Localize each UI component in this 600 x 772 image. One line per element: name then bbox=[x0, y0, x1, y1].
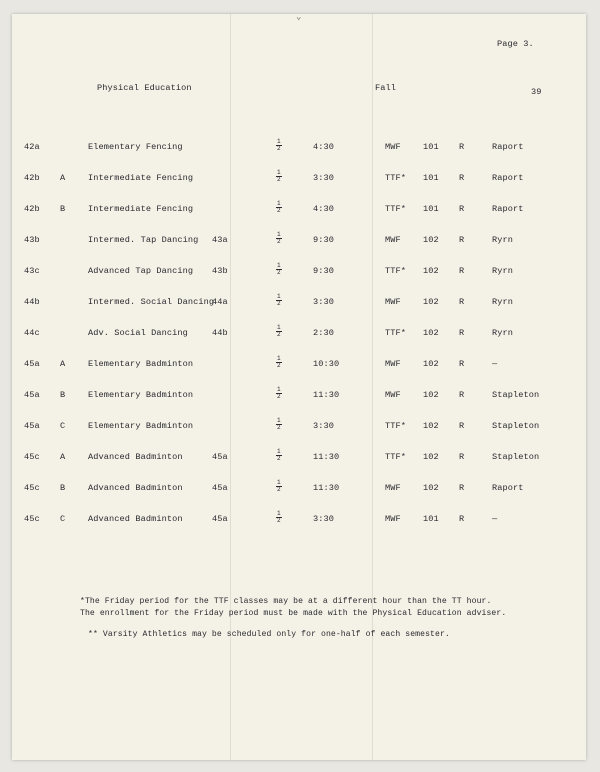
course-instructor: Ryrn bbox=[492, 297, 514, 307]
course-code: 42a bbox=[24, 142, 40, 152]
course-building: R bbox=[459, 204, 465, 214]
credit-numerator: 1 bbox=[277, 417, 281, 424]
course-building: R bbox=[459, 514, 465, 524]
course-days: MWF bbox=[385, 390, 401, 400]
course-title: Elementary Fencing bbox=[88, 142, 183, 152]
course-code: 42b bbox=[24, 173, 40, 183]
course-time: 9:30 bbox=[313, 266, 335, 276]
course-credit bbox=[276, 263, 282, 276]
course-section: C bbox=[60, 514, 66, 524]
course-prerequisite: 45a bbox=[212, 514, 228, 524]
course-time: 3:30 bbox=[313, 514, 335, 524]
course-title: Advanced Tap Dancing bbox=[88, 266, 194, 276]
course-building: R bbox=[459, 266, 465, 276]
course-room: 102 bbox=[423, 421, 439, 431]
course-instructor: Ryrn bbox=[492, 235, 514, 245]
course-credit bbox=[276, 356, 282, 369]
course-days: TTF* bbox=[385, 452, 407, 462]
course-room: 101 bbox=[423, 204, 439, 214]
credit-numerator: 1 bbox=[277, 169, 281, 176]
credit-denominator: 2 bbox=[277, 362, 281, 369]
course-instructor: Raport bbox=[492, 173, 524, 183]
course-days: MWF bbox=[385, 297, 401, 307]
course-code: 42b bbox=[24, 204, 40, 214]
course-building: R bbox=[459, 173, 465, 183]
course-instructor: Ryrn bbox=[492, 266, 514, 276]
course-title: Intermediate Fencing bbox=[88, 204, 194, 214]
course-instructor: Ryrn bbox=[492, 328, 514, 338]
course-section: C bbox=[60, 421, 66, 431]
course-prerequisite: 45a bbox=[212, 452, 228, 462]
course-building: R bbox=[459, 452, 465, 462]
course-section: A bbox=[60, 173, 66, 183]
course-title: Elementary Badminton bbox=[88, 359, 194, 369]
course-days: TTF* bbox=[385, 266, 407, 276]
sheet-number: 39 bbox=[531, 87, 542, 97]
credit-numerator: 1 bbox=[277, 386, 281, 393]
course-building: R bbox=[459, 390, 465, 400]
course-room: 102 bbox=[423, 235, 439, 245]
course-instructor: Stapleton bbox=[492, 390, 540, 400]
fold-line bbox=[372, 14, 373, 760]
page-number: Page 3. bbox=[497, 39, 534, 49]
course-code: 45a bbox=[24, 359, 40, 369]
course-prerequisite: 45a bbox=[212, 483, 228, 493]
course-time: 3:30 bbox=[313, 297, 335, 307]
course-credit bbox=[276, 480, 282, 493]
credit-numerator: 1 bbox=[277, 262, 281, 269]
course-title: Intermediate Fencing bbox=[88, 173, 194, 183]
credit-denominator: 2 bbox=[277, 176, 281, 183]
credit-denominator: 2 bbox=[277, 269, 281, 276]
course-section: B bbox=[60, 390, 66, 400]
course-time: 11:30 bbox=[313, 390, 340, 400]
credit-denominator: 2 bbox=[277, 424, 281, 431]
credit-numerator: 1 bbox=[277, 231, 281, 238]
course-title: Advanced Badminton bbox=[88, 483, 183, 493]
course-building: R bbox=[459, 235, 465, 245]
credit-denominator: 2 bbox=[277, 486, 281, 493]
course-code: 45c bbox=[24, 514, 40, 524]
course-time: 4:30 bbox=[313, 142, 335, 152]
course-time: 2:30 bbox=[313, 328, 335, 338]
course-credit bbox=[276, 201, 282, 214]
credit-numerator: 1 bbox=[277, 355, 281, 362]
course-time: 11:30 bbox=[313, 452, 340, 462]
course-code: 45a bbox=[24, 421, 40, 431]
punch-mark: ⌄ bbox=[296, 12, 302, 22]
course-time: 3:30 bbox=[313, 421, 335, 431]
course-days: TTF* bbox=[385, 328, 407, 338]
course-instructor: — bbox=[492, 359, 498, 369]
course-room: 101 bbox=[423, 142, 439, 152]
course-room: 102 bbox=[423, 483, 439, 493]
course-title: Adv. Social Dancing bbox=[88, 328, 188, 338]
subject-heading: Physical Education bbox=[97, 83, 192, 93]
course-code: 43c bbox=[24, 266, 40, 276]
course-building: R bbox=[459, 359, 465, 369]
course-time: 9:30 bbox=[313, 235, 335, 245]
course-title: Elementary Badminton bbox=[88, 421, 194, 431]
credit-numerator: 1 bbox=[277, 324, 281, 331]
course-title: Advanced Badminton bbox=[88, 452, 183, 462]
footnote-1-line-2: The enrollment for the Friday period must be made with the Physical Education adviser. bbox=[80, 609, 507, 618]
course-days: MWF bbox=[385, 514, 401, 524]
course-room: 102 bbox=[423, 452, 439, 462]
course-credit bbox=[276, 387, 282, 400]
course-days: TTF* bbox=[385, 421, 407, 431]
course-title: Intermed. Tap Dancing bbox=[88, 235, 199, 245]
course-instructor: Raport bbox=[492, 483, 524, 493]
course-credit bbox=[276, 449, 282, 462]
course-days: MWF bbox=[385, 359, 401, 369]
course-code: 44b bbox=[24, 297, 40, 307]
course-credit bbox=[276, 418, 282, 431]
course-instructor: Stapleton bbox=[492, 452, 540, 462]
course-building: R bbox=[459, 483, 465, 493]
document-sheet bbox=[12, 14, 586, 760]
course-title: Intermed. Social Dancing bbox=[88, 297, 215, 307]
course-code: 44c bbox=[24, 328, 40, 338]
footnote-1-line-1: *The Friday period for the TTF classes may be at a different hour than the TT hour. bbox=[80, 597, 492, 606]
credit-numerator: 1 bbox=[277, 293, 281, 300]
course-section: A bbox=[60, 452, 66, 462]
course-section: A bbox=[60, 359, 66, 369]
course-time: 10:30 bbox=[313, 359, 340, 369]
course-time: 4:30 bbox=[313, 204, 335, 214]
credit-numerator: 1 bbox=[277, 138, 281, 145]
course-days: MWF bbox=[385, 235, 401, 245]
course-section: B bbox=[60, 204, 66, 214]
course-days: TTF* bbox=[385, 204, 407, 214]
course-instructor: — bbox=[492, 514, 498, 524]
course-time: 3:30 bbox=[313, 173, 335, 183]
course-code: 43b bbox=[24, 235, 40, 245]
credit-numerator: 1 bbox=[277, 479, 281, 486]
course-room: 101 bbox=[423, 173, 439, 183]
course-credit bbox=[276, 170, 282, 183]
credit-denominator: 2 bbox=[277, 455, 281, 462]
course-days: TTF* bbox=[385, 173, 407, 183]
course-credit bbox=[276, 139, 282, 152]
credit-denominator: 2 bbox=[277, 393, 281, 400]
course-building: R bbox=[459, 142, 465, 152]
course-credit bbox=[276, 511, 282, 524]
course-room: 102 bbox=[423, 297, 439, 307]
course-room: 102 bbox=[423, 266, 439, 276]
credit-numerator: 1 bbox=[277, 200, 281, 207]
footnote-2: ** Varsity Athletics may be scheduled only for one-half of each semester. bbox=[88, 630, 450, 639]
course-room: 101 bbox=[423, 514, 439, 524]
credit-denominator: 2 bbox=[277, 145, 281, 152]
course-time: 11:30 bbox=[313, 483, 340, 493]
fold-line bbox=[230, 14, 231, 760]
course-title: Advanced Badminton bbox=[88, 514, 183, 524]
course-credit bbox=[276, 325, 282, 338]
course-building: R bbox=[459, 328, 465, 338]
course-room: 102 bbox=[423, 328, 439, 338]
course-code: 45c bbox=[24, 483, 40, 493]
course-code: 45a bbox=[24, 390, 40, 400]
course-room: 102 bbox=[423, 390, 439, 400]
course-prerequisite: 44b bbox=[212, 328, 228, 338]
course-instructor: Raport bbox=[492, 142, 524, 152]
course-credit bbox=[276, 232, 282, 245]
course-instructor: Raport bbox=[492, 204, 524, 214]
course-section: B bbox=[60, 483, 66, 493]
credit-numerator: 1 bbox=[277, 510, 281, 517]
course-instructor: Stapleton bbox=[492, 421, 540, 431]
course-days: MWF bbox=[385, 483, 401, 493]
credit-denominator: 2 bbox=[277, 300, 281, 307]
credit-numerator: 1 bbox=[277, 448, 281, 455]
course-building: R bbox=[459, 421, 465, 431]
credit-denominator: 2 bbox=[277, 238, 281, 245]
course-days: MWF bbox=[385, 142, 401, 152]
course-building: R bbox=[459, 297, 465, 307]
course-credit bbox=[276, 294, 282, 307]
course-prerequisite: 44a bbox=[212, 297, 228, 307]
credit-denominator: 2 bbox=[277, 207, 281, 214]
term-heading: Fall bbox=[375, 83, 397, 93]
credit-denominator: 2 bbox=[277, 517, 281, 524]
credit-denominator: 2 bbox=[277, 331, 281, 338]
course-code: 45c bbox=[24, 452, 40, 462]
course-title: Elementary Badminton bbox=[88, 390, 194, 400]
course-prerequisite: 43b bbox=[212, 266, 228, 276]
course-room: 102 bbox=[423, 359, 439, 369]
course-prerequisite: 43a bbox=[212, 235, 228, 245]
